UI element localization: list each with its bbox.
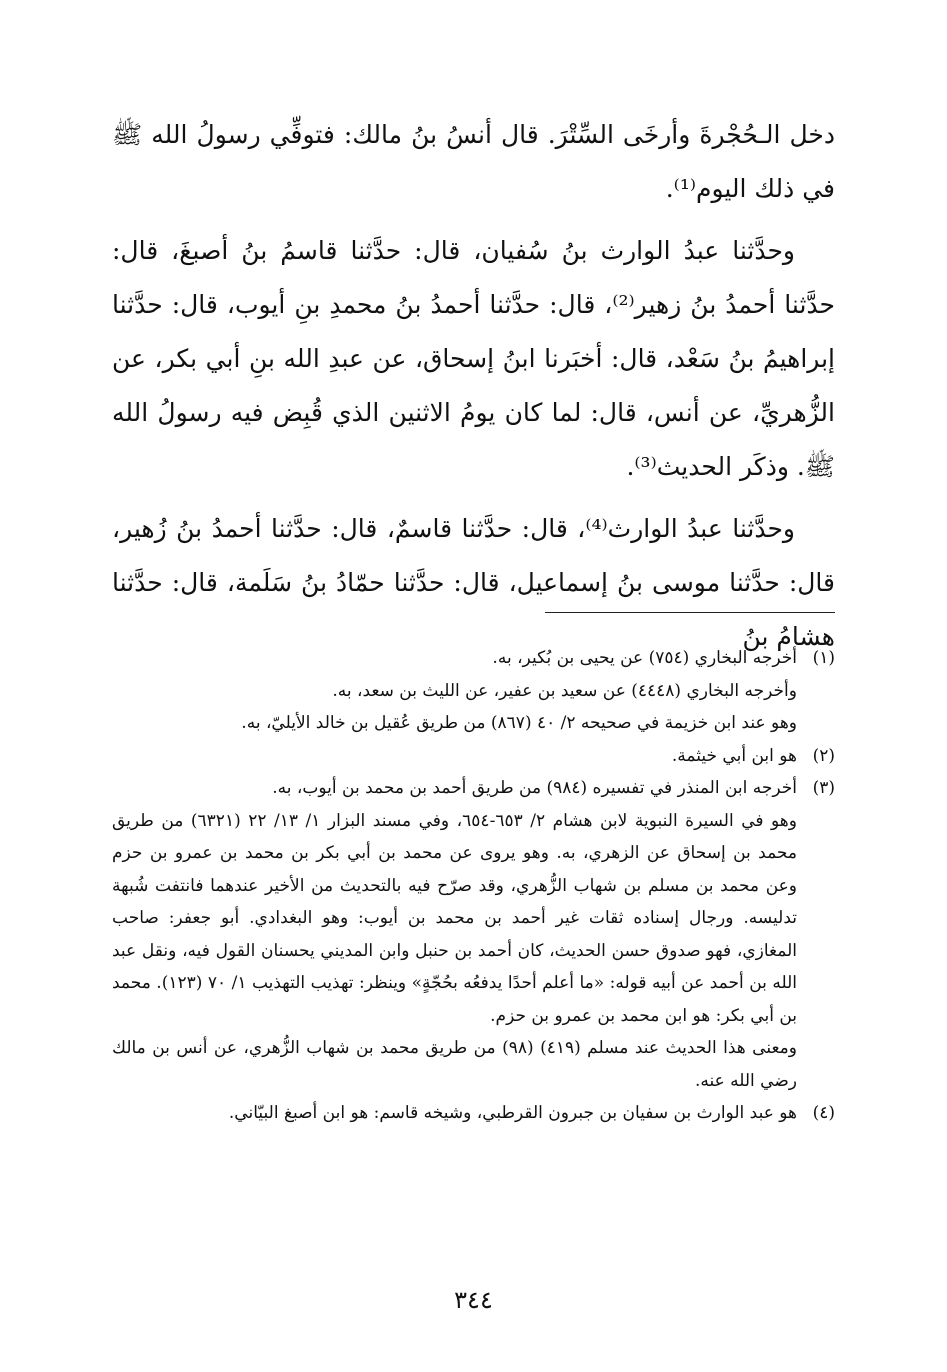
footnote-number: (٢): [812, 745, 835, 766]
page-number: ٣٤٤: [454, 1286, 493, 1314]
footnote-text: أخرجه ابن المنذر في تفسيره (٩٨٤) من طريق أحمد بن محمد بن أيوب، به.: [272, 778, 797, 798]
footnote-3-continuation: [112, 1032, 835, 1097]
footnote-text: هو ابن أبي خيثمة.: [671, 745, 797, 766]
footnote-2: [112, 740, 835, 773]
footnote-text: هو عبد الوارث بن سفيان بن جبرون القرطبي، وشيخه قاسم: هو ابن أصبغ البيّاني.: [228, 1103, 797, 1123]
paragraph-2: وحدَّثنا عبدُ الوارث بنُ سُفيان، قال: حدَّثنا قاسمُ بنُ أصبغَ، قال: حدَّثنا أحمدُ بنُ زهير⁽²⁾، قال: حدَّثنا أحمدُ بنُ محمدِ بنِ أيوب، قال: حدَّثنا إبراهيمُ بنُ سَعْد، قال: أخبَرنا ابنُ إسحاق، عن عبدِ الله بنِ أبي بكر، عن الزُّهريِّ، عن أنس، قال: لما كان يومُ الاثنين الذي قُبِض فيه رسولُ الله ﷺ. وذكَر الحديث⁽³⁾.: [112, 236, 835, 481]
footnote-4: [112, 1097, 835, 1130]
main-text: [112, 108, 835, 672]
footnote-text: وأخرجه البخاري (٤٤٤٨) عن سعيد بن عفير، عن الليث بن سعد، به.: [332, 680, 797, 701]
footnote-text: أخرجه البخاري (٧٥٤) عن يحيى بن بُكير، به.: [492, 648, 797, 668]
paragraph-3: وحدَّثنا عبدُ الوارث⁽⁴⁾، قال: حدَّثنا قاسمٌ، قال: حدَّثنا أحمدُ بنُ زُهير، قال: حدَّثنا موسى بنُ إسماعيل، قال: حدَّثنا حمّادُ بنُ سَلَمة، قال: حدَّثنا هشامُ بنُ: [112, 514, 835, 651]
footnote-1-continuation: [112, 675, 835, 708]
paragraph-1: دخل الـحُجْرةَ وأرخَى السِّتْرَ. قال أنسُ بنُ مالك: فتوفِّي رسولُ الله ﷺ في ذلك اليوم⁽¹⁾.: [112, 120, 835, 203]
footnote-separator: [545, 612, 835, 613]
footnote-text: وهو عند ابن خزيمة في صحيحه ٢/ ٤٠ (٨٦٧) من طريق عُقيل بن خالد الأيليّ، به.: [241, 713, 797, 733]
footnote-text: ومعنى هذا الحديث عند مسلم (٤١٩) (٩٨) من طريق محمد بن شهاب الزُّهري، عن أنس بن مالك رضي الله عنه.: [112, 1038, 797, 1091]
footnote-text: وهو في السيرة النبوية لابن هشام ٢/ ٦٥٣-٦٥٤، وفي مسند البزار ١/ ١٣/ ٢٢ (٦٣٢١) من طريق محمد بن إسحاق عن الزهري، به. وهو يروى عن محمد بن أبي بكر بن محمد بن عمرو بن حزم وعن محمد بن مسلم بن شهاب الزُّهري، وقد صرّح فيه بالتحديث من الأخير عندهما فانتفت شُبهة تدليسه. ورجال إسناده ثقات غير أحمد بن محمد بن أيوب: وهو البغدادي. أبو جعفر: صاحب المغازي، فهو صدوق حسن الحديث، كان أحمد بن حنبل وابن المديني يحسنان القول فيه، ونقل عبد الله بن أحمد عن أبيه قوله: «ما أعلم أحدًا يدفعُه بحُجّةٍ» وينظر: تهذيب التهذيب ١/ ٧٠ (١٢٣). محمد بن أبي بكر: هو ابن محمد بن عمرو بن حزم.: [112, 810, 797, 1026]
footnote-number: (٣): [812, 778, 835, 798]
footnote-3: [112, 772, 835, 805]
footnotes: [112, 642, 835, 1130]
footnote-1-continuation: [112, 707, 835, 740]
footnote-3-continuation: [112, 805, 835, 1033]
footnote-number: (١): [812, 648, 835, 668]
footnote-1: [112, 642, 835, 675]
footnote-number: (٤): [812, 1103, 835, 1123]
